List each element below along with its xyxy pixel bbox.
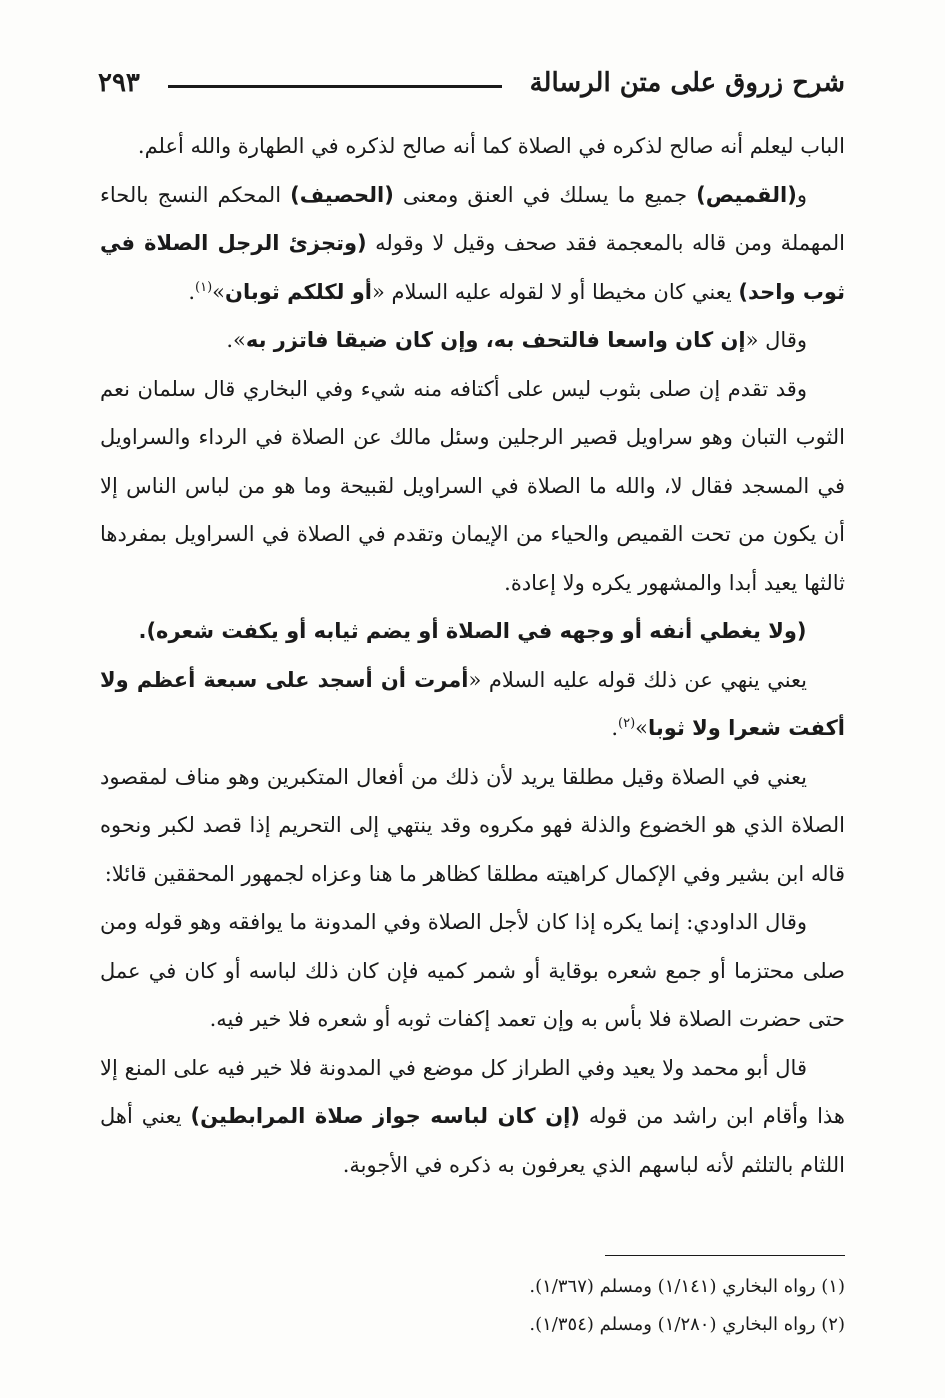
header-rule	[168, 85, 502, 88]
bold-hadith: إن كان واسعا فالتحف به، وإن كان ضيقا فاتزر به	[245, 328, 746, 352]
footnote-separator	[605, 1255, 845, 1256]
text: يعني ينهي عن ذلك قوله عليه السلام «	[468, 667, 808, 692]
text: »	[635, 716, 649, 740]
paragraph-6	[100, 656, 845, 753]
text: .	[188, 279, 196, 304]
bold-term: (الحصيف)	[290, 182, 394, 207]
paragraph-9	[100, 1044, 845, 1190]
text: ».	[226, 328, 246, 352]
page-header	[98, 58, 845, 108]
footnotes	[100, 1268, 845, 1344]
text: و	[796, 182, 808, 207]
footnote-ref-1[interactable]: (١)	[195, 279, 213, 295]
text: »	[212, 279, 226, 304]
text: قال أبو محمد ولا يعيد وفي الطراز كل موضع في المدونة فلا خير فيه على المنع إلا هذا وأقام ابن راشد من قوله	[100, 1055, 845, 1128]
bold-hadith: أو لكلكم ثوبان	[225, 279, 373, 304]
footnote-1: (١) رواه البخاري (١/١٤١) ومسلم (١/٣٦٧).	[529, 1276, 845, 1297]
paragraph-4: وقد تقدم إن صلى بثوب ليس على أكتافه منه شيء وفي البخاري قال سلمان نعم الثوب التبان وهو سراويل قصير الرجلين وسئل مالك عن الصلاة في الرداء والسراويل في المسجد فقال لا، والله ما الصلاة في السراويل لقبيحة وما هو من لباس الناس إلا أن يكون من تحت القميص والحياء من الإيمان وتقدم في الصلاة في السراويل بمفردها ثالثها يعيد أبدا والمشهور يكره ولا إعادة.	[100, 376, 845, 595]
paragraph-2	[100, 171, 845, 317]
page-body	[100, 122, 845, 1189]
running-title: شرح زروق على متن الرسالة	[529, 68, 845, 98]
paragraph-8: وقال الداودي: إنما يكره إذا كان لأجل الصلاة وفي المدونة ما يوافقه وهو قوله ومن صلى محتزما أو جمع شعره بوقاية أو شمر كميه فإن كان ذلك لباسه أو كان في عمل حتى حضرت الصلاة فلا بأس به وإن تعمد إكفات ثوبه أو شعره فلا خير فيه.	[100, 910, 845, 1031]
bold-matn: (وتجزئ الرجل الصلاة في ثوب واحد)	[100, 231, 845, 304]
paragraph-3	[100, 316, 845, 365]
text: المحكم النسج بالحاء المهملة ومن قاله بالمعجمة فقد صحف وقيل لا وقوله	[100, 182, 845, 255]
bold-matn: (إن كان لباسه جواز صلاة المرابطين)	[190, 1104, 580, 1128]
footnote-ref-2[interactable]: (٢)	[618, 716, 636, 731]
text: يعني كان مخيطا أو لا لقوله عليه السلام «	[372, 279, 739, 304]
page-number: ٢٩٣	[98, 68, 140, 98]
bold-hadith: أمرت أن أسجد على سبعة أعظم ولا أكفت شعرا ولا ثوبا	[100, 667, 845, 740]
footnote-2: (٢) رواه البخاري (١/٢٨٠) ومسلم (١/٣٥٤).	[529, 1314, 845, 1335]
text: وقال «	[745, 328, 807, 352]
text: .	[611, 716, 619, 740]
text: جميع ما يسلك في العنق ومعنى	[393, 182, 697, 207]
paragraph-7: يعني في الصلاة وقيل مطلقا يريد لأن ذلك من أفعال المتكبرين وهو مناف لمقصود الصلاة الذي هو الخضوع والذلة فهو مكروه وقد ينتهي إلى التحريم إذا قصد لكبر ونحوه قاله ابن بشير وفي الإكمال كراهيته مطلقا كظاهر ما هنا وعزاه لجمهور المحققين قائلا:	[100, 764, 845, 886]
matn-heading: (ولا يغطي أنفه أو وجهه في الصلاة أو يضم ثيابه أو يكفت شعره).	[138, 619, 807, 643]
paragraph-1: الباب ليعلم أنه صالح لذكره في الصلاة كما أنه صالح لذكره في الطهارة والله أعلم.	[137, 134, 845, 158]
text: يعني أهل اللثام بالتلثم لأنه لباسهم الذي يعرفون به ذكره في الأجوبة.	[100, 1104, 845, 1177]
bold-term: (القميص)	[696, 182, 797, 207]
